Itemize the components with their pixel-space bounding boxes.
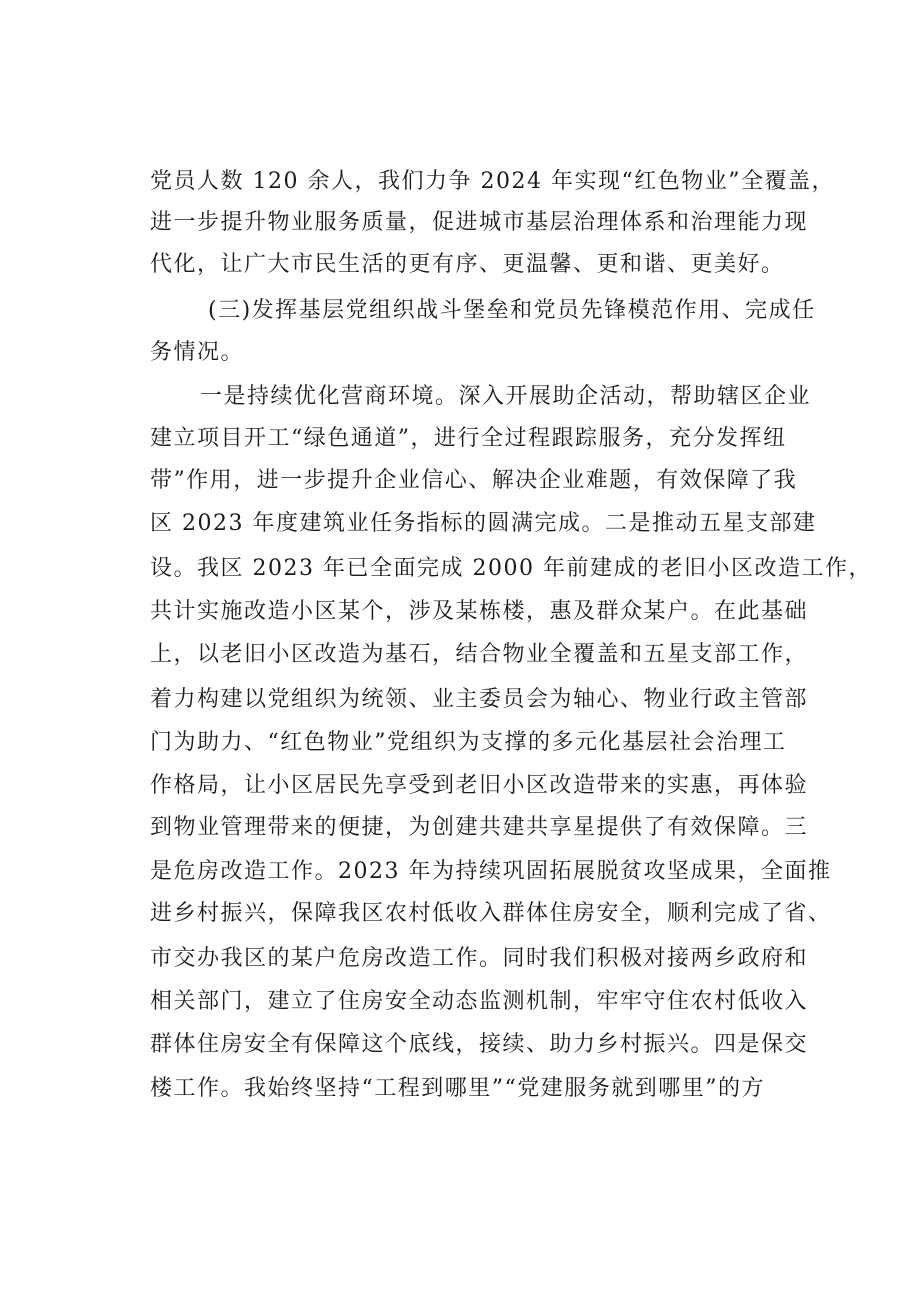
text-line: 设。我区 2023 年已全面完成 2000 年前建成的老旧小区改造工作， — [150, 556, 872, 581]
text-line: 进乡村振兴，保障我区农村低收入群体住房安全，顺利完成了省、 — [150, 901, 832, 926]
text-line: 楼工作。我始终坚持“工程到哪里”“党建服务就到哪里”的方 — [150, 1076, 765, 1101]
text-line: 到物业管理带来的便捷，为创建共建共享星提供了有效保障。三 — [150, 815, 809, 840]
text-line: 共计实施改造小区某个，涉及某栋楼，惠及群众某户。在此基础 — [150, 599, 809, 624]
text-line: 市交办我区的某户危房改造工作。同时我们积极对接两乡政府和 — [150, 946, 809, 971]
text-line: 党员人数 120 余人，我们力争 2024 年实现“红色物业”全覆盖， — [150, 169, 835, 194]
section-heading-line: 务情况。 — [150, 340, 245, 365]
text-line: 代化，让广大市民生活的更有序、更温馨、更和谐、更美好。 — [150, 252, 785, 277]
text-line: 区 2023 年度建筑业任务指标的圆满完成。二是推动五星支部建 — [150, 511, 817, 536]
text-line: 着力构建以党组织为统领、业主委员会为轴心、物业行政主管部 — [150, 687, 809, 712]
text-line: 相关部门，建立了住房安全动态监测机制，牢牢守住农村低收入 — [150, 989, 809, 1014]
text-line: 门为助力、“红色物业”党组织为支撑的多元化基层社会治理工 — [150, 730, 787, 755]
text-line: 作格局，让小区居民先享受到老旧小区改造带来的实惠，再体验 — [150, 773, 809, 798]
text-line: 进一步提升物业服务质量，促进城市基层治理体系和治理能力现 — [150, 210, 809, 235]
text-line: 群体住房安全有保障这个底线，接续、助力乡村振兴。四是保交 — [150, 1032, 809, 1057]
text-line: 建立项目开工“绿色通道”，进行全过程跟踪服务，充分发挥纽 — [150, 426, 787, 451]
section-heading-line: (三)发挥基层党组织战斗堡垒和党员先锋模范作用、完成任 — [208, 298, 816, 323]
text-line: 是危房改造工作。2023 年为持续巩固拓展脱贫攻坚成果，全面推 — [150, 859, 832, 884]
text-line: 带”作用，进一步提升企业信心、解决企业难题，有效保障了我 — [150, 468, 798, 493]
text-line: 上，以老旧小区改造为基石，结合物业全覆盖和五星支部工作， — [150, 642, 809, 667]
text-line: 一是持续优化营商环境。深入开展助企活动，帮助辖区企业 — [200, 384, 812, 409]
